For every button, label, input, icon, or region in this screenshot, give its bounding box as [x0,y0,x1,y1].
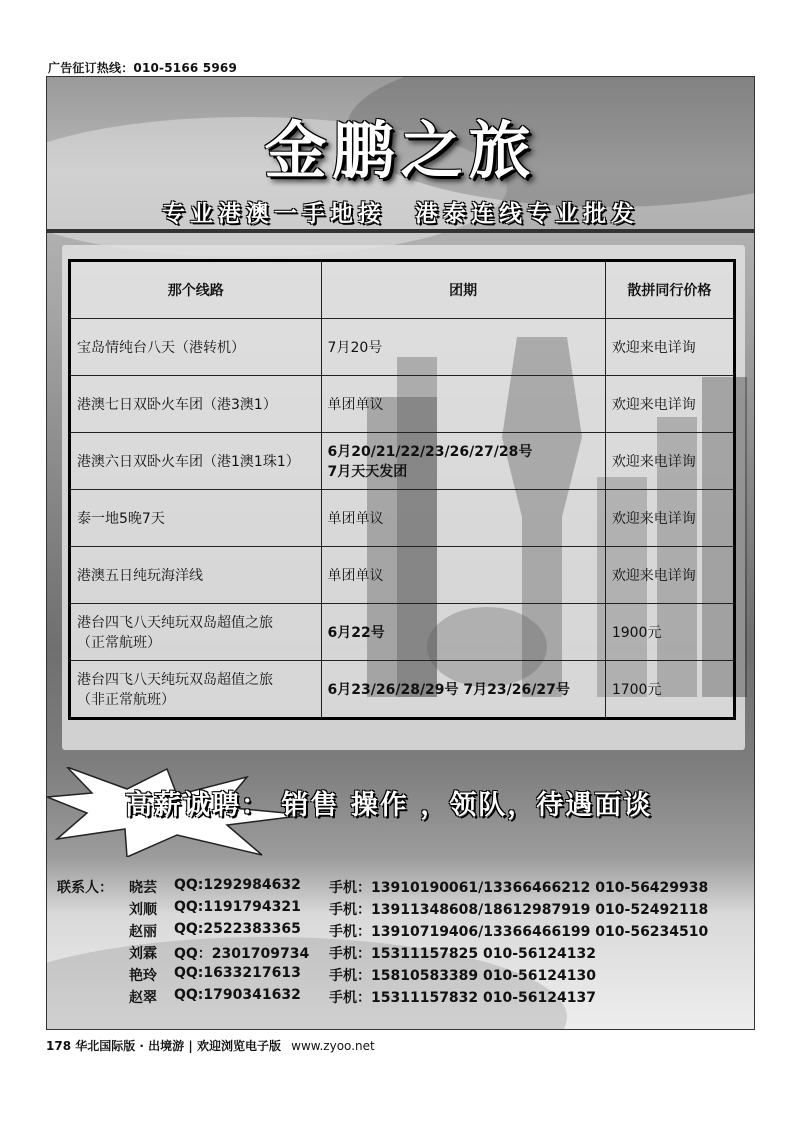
price-cell: 1900元 [605,604,734,661]
route-cell: 港澳六日双卧火车团（港1澳1珠1） [70,433,322,490]
table-header-row [70,261,735,319]
dates-cell: 单团单议 [321,376,605,433]
contact-name: 赵翠 [129,990,157,1006]
contact-name: 晓芸 [129,880,157,896]
dates-cell: 6月23/26/28/29号 7月23/26/27号 [321,661,605,719]
route-line: （非正常航班） [77,692,175,708]
price-cell: 欢迎来电详询 [605,376,734,433]
route-cell: 泰一地5晚7天 [70,490,322,547]
price-cell: 欢迎来电详询 [605,319,734,376]
contact-qq: QQ:1191794321 [174,899,301,915]
contact-phone: 手机：13910190061/13366466212 010-56429938 [329,880,709,896]
route-cell: 港澳七日双卧火车团（港3澳1） [70,376,322,433]
price-cell: 欢迎来电详询 [605,433,734,490]
dates-line: 6月20/21/22/23/26/27/28号 [327,444,533,460]
table-row [70,376,735,433]
route-cell [70,661,322,719]
contact-qq: QQ：2301709734 [174,946,310,962]
recruitment-heading: 高薪诚聘： [125,790,270,821]
contact-qq: QQ:1790341632 [174,987,301,1003]
contact-phone: 手机：15311157825 010-56124132 [329,946,596,962]
brand-slogan: 专业港澳一手地接 港泰连线专业批发 [161,201,639,227]
advertisement [46,76,755,1030]
contact-phone: 手机：15810583389 010-56124130 [329,968,596,984]
contact-phone: 手机：15311157832 010-56124137 [329,990,596,1006]
dates-line: 7月天天发团 [327,464,408,480]
route-line: 港台四飞八天纯玩双岛超值之旅 [77,615,273,631]
route-cell: 港澳五日纯玩海洋线 [70,547,322,604]
brand-title: 金鹏之旅 [264,114,537,187]
route-cell [70,604,322,661]
column-header: 团期 [321,261,605,319]
price-cell: 1700元 [605,661,734,719]
table-row [70,661,735,719]
route-table [68,259,736,720]
table-row [70,319,735,376]
contact-name: 赵丽 [129,924,157,940]
recruitment-banner [125,783,652,822]
contact-qq: QQ:1292984632 [174,877,301,893]
route-cell: 宝岛情纯台八天（港转机） [70,319,322,376]
ad-hotline: 广告征订热线：010-5166 5969 [48,61,238,75]
price-cell: 欢迎来电详询 [605,547,734,604]
contact-name: 艳玲 [129,968,157,984]
price-cell: 欢迎来电详询 [605,490,734,547]
table-row [70,547,735,604]
contact-label: 联系人： [57,880,113,896]
recruitment-positions: 销售 操作 ，领队，待遇面谈 [281,790,653,821]
table-row [70,433,735,490]
table-row [70,604,735,661]
route-line: 港台四飞八天纯玩双岛超值之旅 [77,672,273,688]
page-footer [46,1037,375,1054]
dates-cell: 6月22号 [321,604,605,661]
footer-note: 欢迎浏览电子版 [196,1039,281,1053]
footer-divider: | [188,1039,193,1053]
dates-cell: 单团单议 [321,490,605,547]
contact-qq: QQ:1633217613 [174,965,301,981]
dates-cell [321,433,605,490]
contact-phone: 手机：13911348608/18612987919 010-52492118 [329,902,709,918]
contact-name: 刘霖 [129,946,157,962]
contact-phone: 手机：13910719406/13366466199 010-56234510 [329,924,709,940]
website-link[interactable]: www.zyoo.net [291,1039,375,1053]
dates-cell: 7月20号 [321,319,605,376]
column-header: 那个线路 [70,261,322,319]
route-line: （正常航班） [77,635,161,651]
edition-name: 华北国际版 · 出境游 [75,1039,185,1053]
contact-name: 刘顺 [129,902,157,918]
table-row [70,490,735,547]
divider [47,229,754,233]
contact-qq: QQ:2522383365 [174,921,301,937]
column-header: 散拼同行价格 [605,261,734,319]
dates-cell: 单团单议 [321,547,605,604]
page-number: 178 [46,1039,72,1053]
